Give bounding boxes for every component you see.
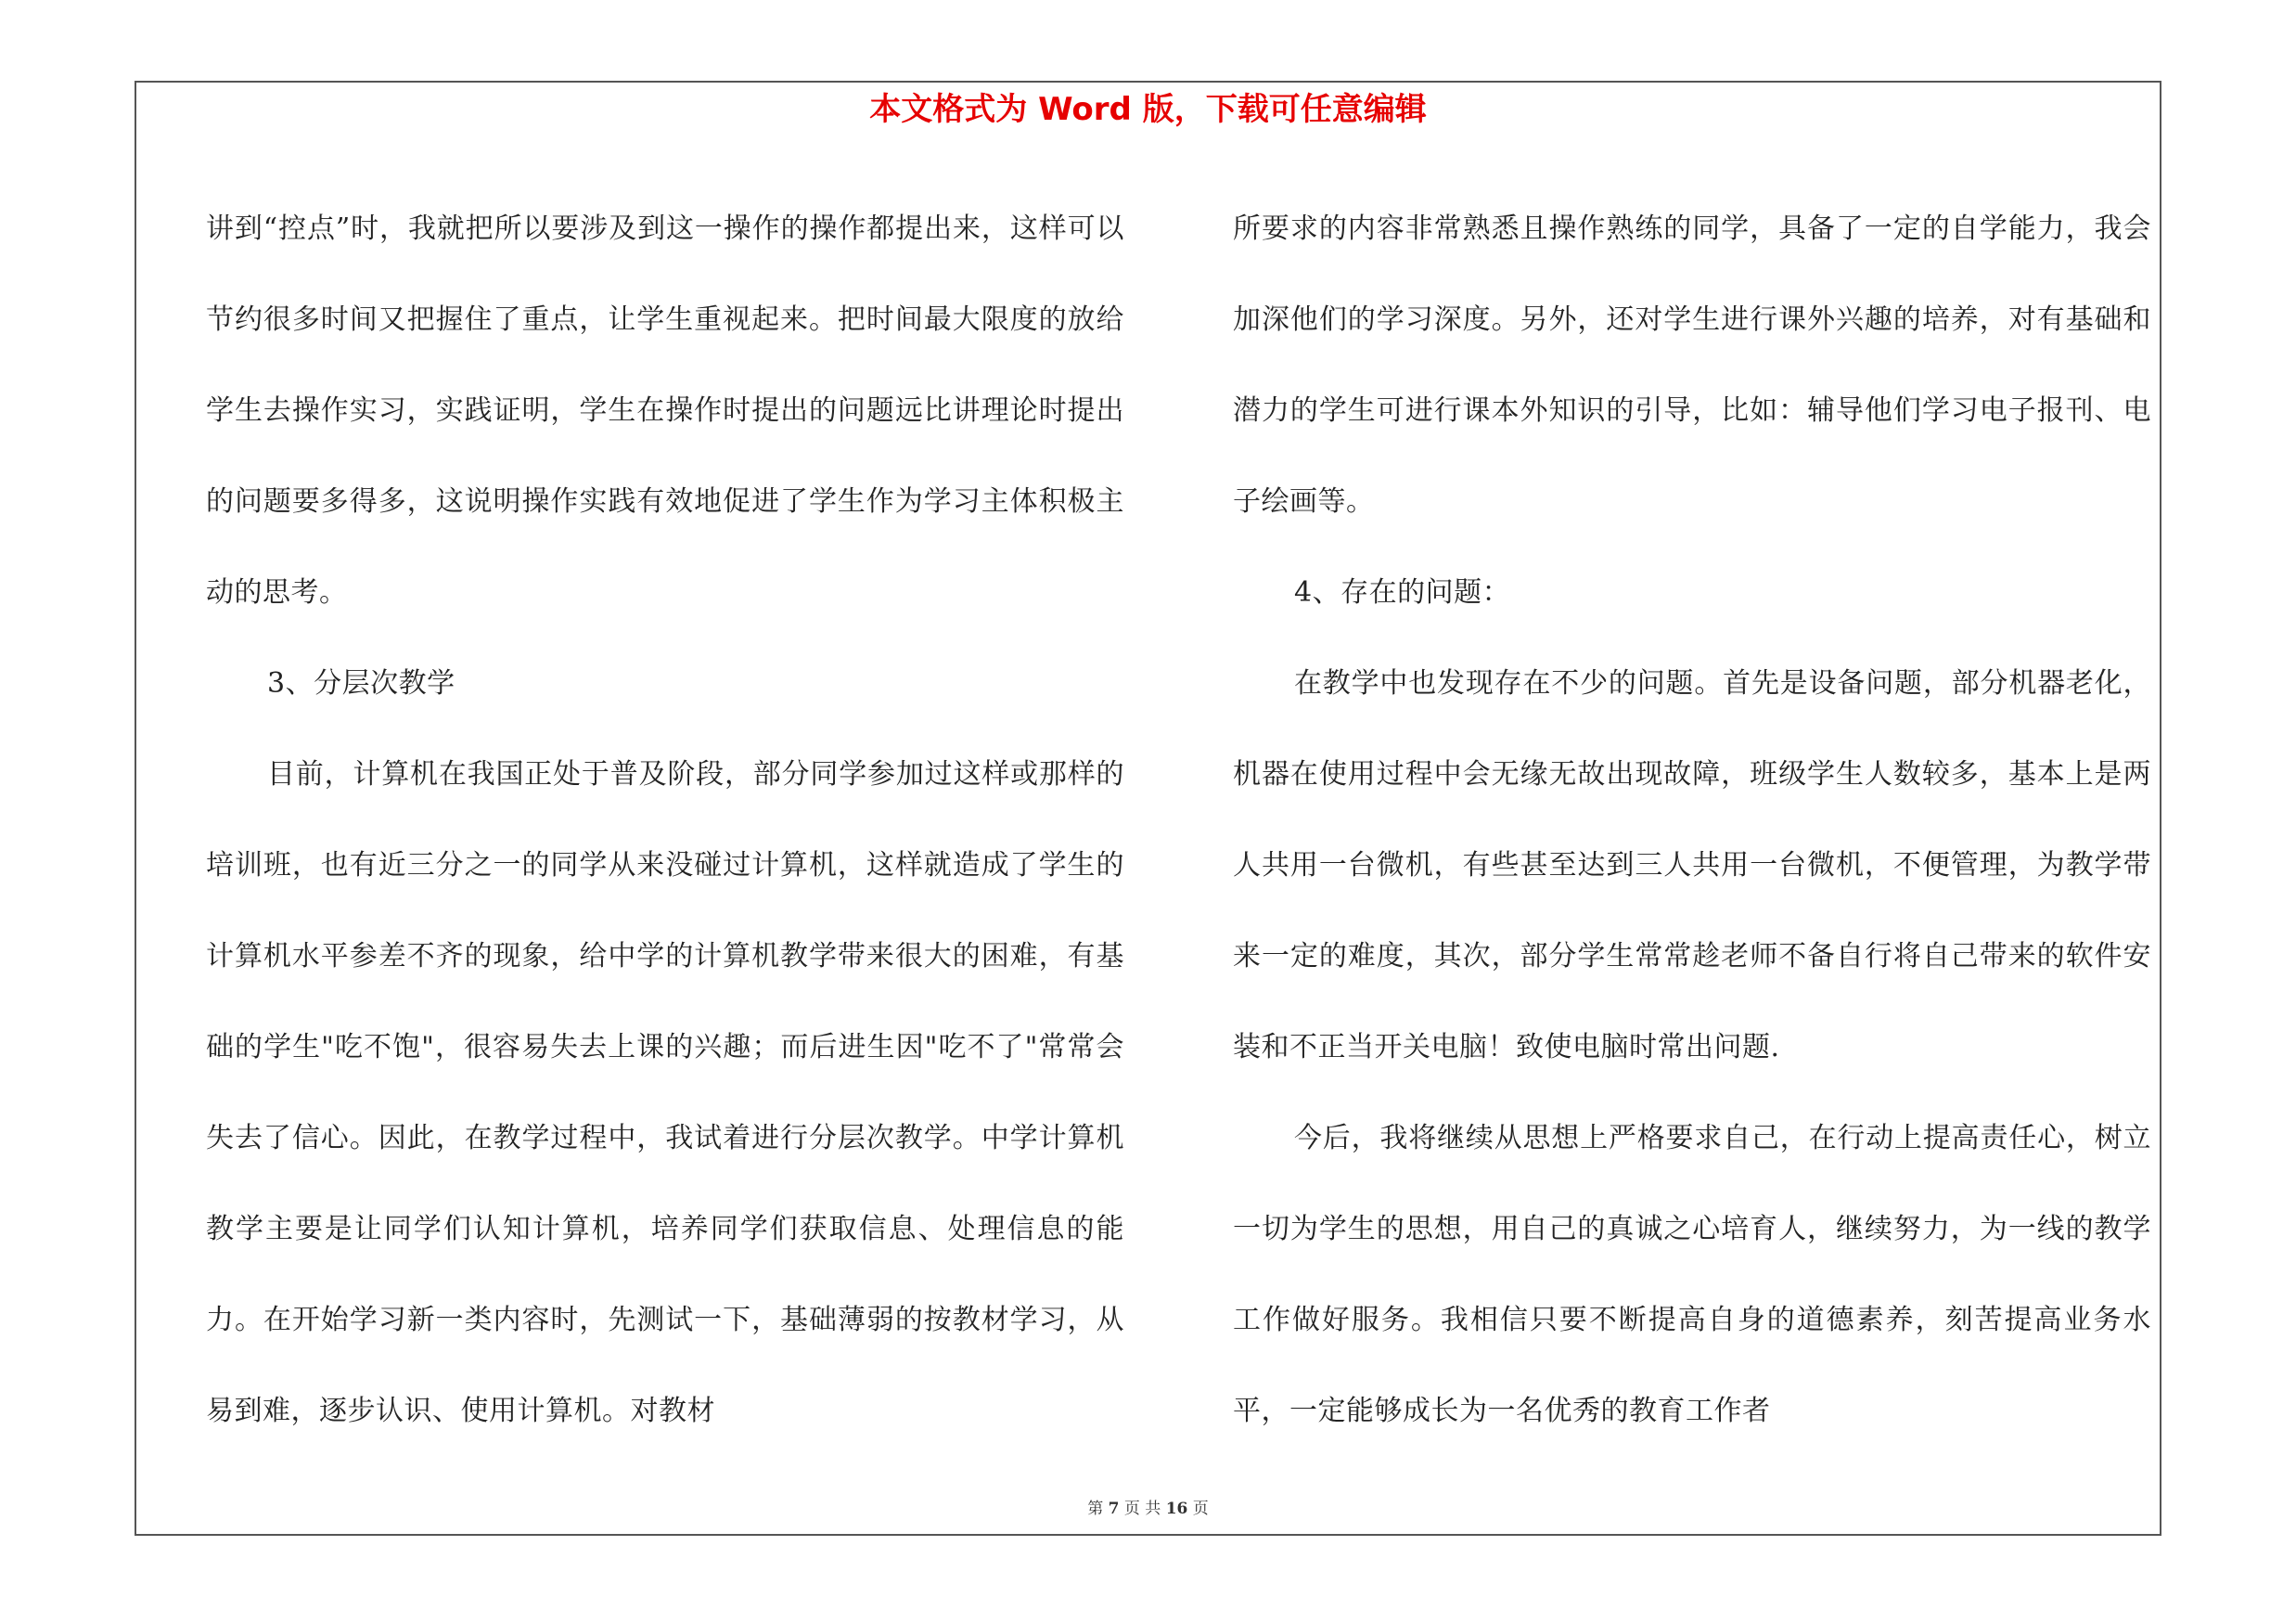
page-number-footer <box>0 1500 2296 1518</box>
paragraph: 讲到“控点”时，我就把所以要涉及到这一操作的操作都提出来，这样可以节约很多时间又把握住了重点，让学生重视起来。把时间最大限度的放给学生去操作实习，实践证明，学生在操作时提出的问题远比讲理论时提出的问题要多得多，这说明操作实践有效地促进了学生作为学习主体积极主动的思考。 <box>206 213 1124 609</box>
paragraph: 在教学中也发现存在不少的问题。首先是设备问题，部分机器老化，机器在使用过程中会无缘无故出现故障，班级学生人数较多，基本上是两人共用一台微机，有些甚至达到三人共用一台微机，不便管理，为教学带来一定的难度，其次，部分学生常常趁老师不备自行将自己带来的软件安装和不正当开关电脑！致使电脑时常出问题. <box>1233 667 2151 1063</box>
section-heading: 4、存在的问题： <box>1294 576 1511 609</box>
paragraph: 今后，我将继续从思想上严格要求自己，在行动上提高责任心，树立一切为学生的思想，用自己的真诚之心培育人，继续努力，为一线的教学工作做好服务。我相信只要不断提高自身的道德素养，刻苦提高业务水平，一定能够成长为一名优秀的教育工作者 <box>1233 1122 2151 1427</box>
footer-prefix: 第 <box>1087 1500 1104 1518</box>
right-column <box>1233 184 2151 1457</box>
footer-suffix: 页 <box>1192 1500 1209 1518</box>
word-format-banner: 本文格式为 Word 版，下载可任意编辑 <box>869 91 1427 128</box>
left-column <box>206 184 1124 1457</box>
total-page-count: 16 <box>1165 1500 1188 1518</box>
paragraph: 目前，计算机在我国正处于普及阶段，部分同学参加过这样或那样的培训班，也有近三分之一的同学从来没碰过计算机，这样就造成了学生的计算机水平参差不齐的现象，给中学的计算机教学带来很大的困难，有基础的学生"吃不饱"，很容易失去上课的兴趣；而后进生因"吃不了"常常会失去了信心。因此，在教学过程中，我试着进行分层次教学。中学计算机教学主要是让同学们认知计算机，培养同学们获取信息、处理信息的能力。在开始学习新一类内容时，先测试一下，基础薄弱的按教材学习，从易到难，逐步认识、使用计算机。对教材 <box>206 758 1124 1427</box>
paragraph: 所要求的内容非常熟悉且操作熟练的同学，具备了一定的自学能力，我会加深他们的学习深度。另外，还对学生进行课外兴趣的培养，对有基础和潜力的学生可进行课本外知识的引导，比如：辅导他们学习电子报刊、电子绘画等。 <box>1233 213 2151 518</box>
footer-mid: 页 共 <box>1123 1500 1161 1518</box>
section-heading: 3、分层次教学 <box>267 667 455 700</box>
current-page-number: 7 <box>1108 1500 1120 1518</box>
